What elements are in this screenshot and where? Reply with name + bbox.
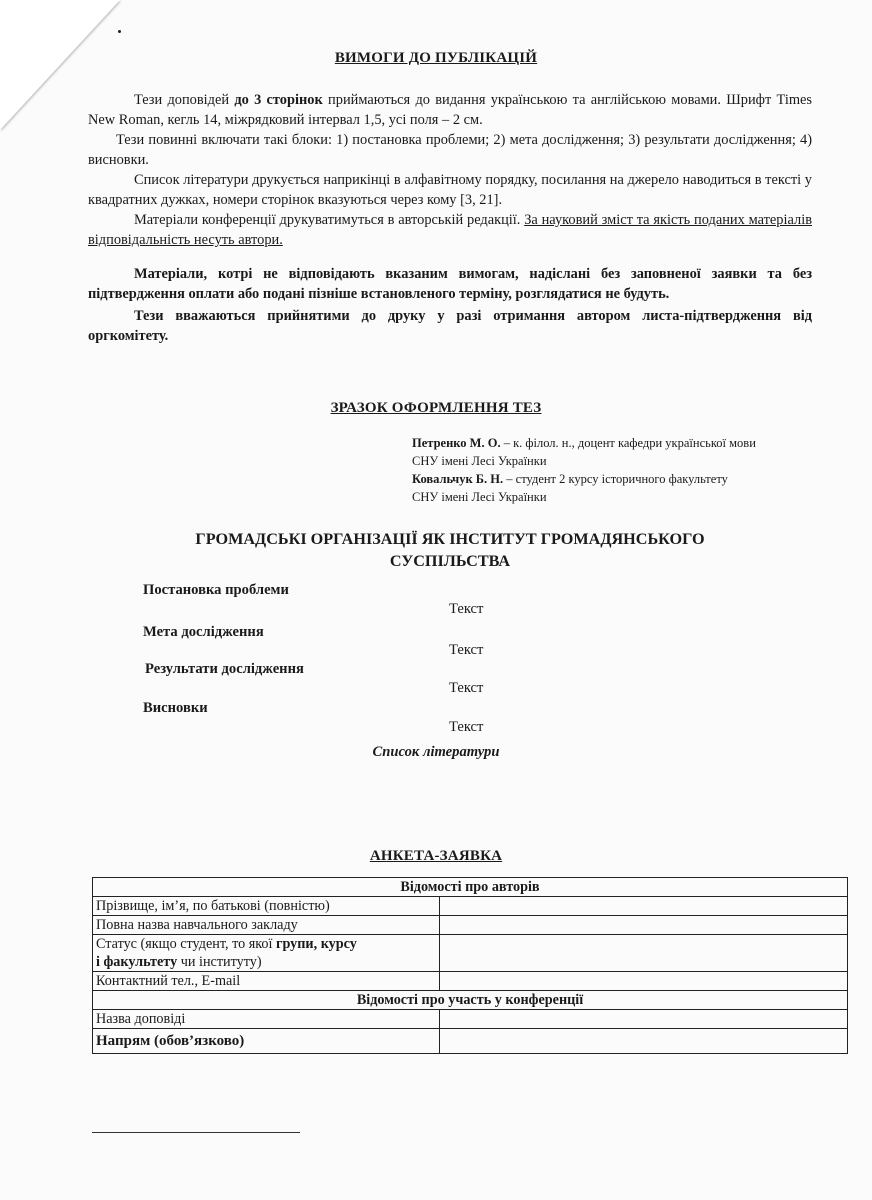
section-text-problem: Текст (449, 601, 484, 617)
full-name-label: Прізвище, ім’я, по батькові (повністю) (93, 897, 440, 916)
author-2: Ковальчук Б. Н. – студент 2 курсу історичного факультету (412, 472, 728, 486)
table-row (93, 1010, 848, 1029)
table-row (93, 935, 848, 972)
author-2-org: СНУ імені Лесі Українки (412, 490, 547, 504)
references-heading: Список літератури (372, 744, 500, 760)
section-text-goal: Текст (449, 642, 484, 658)
contact-label: Контактний тел., E-mail (93, 972, 440, 991)
rejection-notice: Матеріали, котрі не відповідають вказаним вимогам, надіслані без заповненої заявки та без підтвердження оплати або подані пізніше встановленого терміну, розглядатися не будуть. (88, 266, 812, 302)
requirements-paragraph-4: Матеріали конференції друкуватимуться в авторській редакції. За науковий зміст та якість поданих матеріалів відповідальність несуть автори. (88, 212, 812, 248)
report-title-label: Назва доповіді (93, 1010, 440, 1029)
status-field[interactable] (440, 935, 848, 972)
institution-label: Повна назва навчального закладу (93, 916, 440, 935)
full-name-field[interactable] (440, 897, 848, 916)
application-form-title: АНКЕТА-ЗАЯВКА (369, 848, 503, 864)
report-title-field[interactable] (440, 1010, 848, 1029)
requirements-warnings (88, 264, 812, 348)
footnote-separator (92, 1132, 300, 1133)
requirements-paragraph-3: Список літератури друкується наприкінці в алфавітному порядку, посилання на джерело наводиться в тексті у квадратних дужках, номери сторінок вказуються через кому [3, 21]. (88, 172, 812, 208)
table-row (93, 897, 848, 916)
direction-label: Напрям (обов’язково) (93, 1029, 440, 1054)
ink-dot (118, 30, 121, 33)
institution-field[interactable] (440, 916, 848, 935)
section-heading-conclusions: Висновки (143, 700, 208, 716)
requirements-paragraph-1: Тези доповідей до 3 сторінок приймаються до видання українською та англійською мовами. Шрифт Times New Roman, кегль 14, міжрядковий інтервал 1,5, усі поля – 2 см. (88, 92, 813, 128)
participation-section-header: Відомості про участь у конференції (93, 991, 848, 1010)
table-row (93, 991, 848, 1010)
sample-authors (412, 434, 842, 506)
direction-field[interactable] (440, 1029, 848, 1054)
requirements-body (88, 90, 812, 250)
table-row (93, 1029, 848, 1054)
author-1-org: СНУ імені Лесі Українки (412, 454, 547, 468)
author-1: Петренко М. О. – к. філол. н., доцент кафедри української мови (412, 436, 756, 450)
status-label: Статус (якщо студент, то якої групи, курсу і факультету чи інституту) (93, 935, 440, 972)
requirements-paragraph-2: Тези повинні включати такі блоки: 1) постановка проблеми; 2) мета дослідження; 3) результати дослідження; 4) висновки. (88, 132, 812, 168)
section-text-results: Текст (449, 680, 484, 696)
section-text-conclusions: Текст (449, 719, 484, 735)
section-heading-goal: Мета дослідження (143, 624, 264, 640)
thesis-title: ГРОМАДСЬКІ ОРГАНІЗАЦІЇ ЯК ІНСТИТУТ ГРОМАДЯНСЬКОГО СУСПІЛЬСТВА (195, 530, 705, 570)
table-row (93, 916, 848, 935)
application-form-table (92, 877, 848, 1054)
section-heading-results: Результати дослідження (145, 661, 304, 677)
sample-title: ЗРАЗОК ОФОРМЛЕННЯ ТЕЗ (330, 400, 542, 416)
section-heading-problem: Постановка проблеми (143, 582, 289, 598)
table-row (93, 878, 848, 897)
acceptance-notice: Тези вважаються прийнятими до друку у разі отримання автором листа-підтвердження від оргкомітету. (88, 308, 812, 344)
requirements-title: ВИМОГИ ДО ПУБЛІКАЦІЙ (334, 50, 538, 66)
authors-section-header: Відомості про авторів (93, 878, 848, 897)
contact-field[interactable] (440, 972, 848, 991)
table-row (93, 972, 848, 991)
